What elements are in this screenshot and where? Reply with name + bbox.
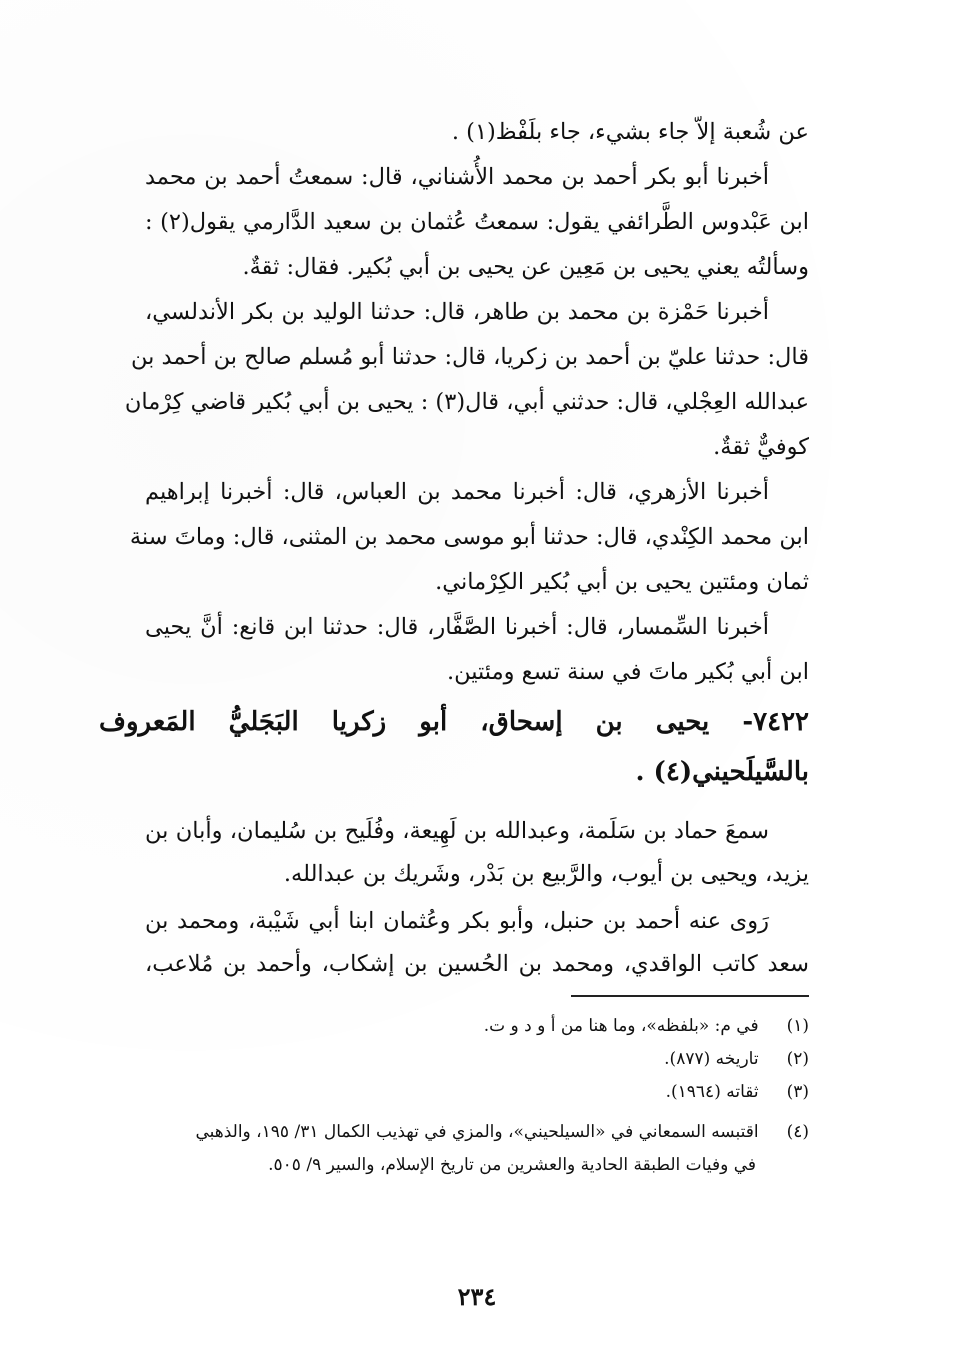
entry-heading: بالسَّيلَحيني(٤) . — [635, 757, 809, 787]
text-line: ابن محمد الكِنْدي، قال: حدثنا أبو موسى محمد بن المثنى، قال: وماتَ سنة — [129, 524, 809, 550]
text-line: ابن عَبْدوس الطَّرائفي يقول: سمعتُ عُثمان بن سعيد الدَّارمي يقول(٢) : — [145, 209, 810, 235]
text-line: عبدالله العِجْلي، قال: حدثني أبي، قال(٣) : يحيى بن أبي بُكير قاضي كِرْمان — [124, 389, 809, 415]
text-line: يزيد، ويحيى بن أيوب، والرَّبيع بن بَدْر، وشَريك بن عبدالله. — [283, 861, 809, 887]
text-line: قال: حدثنا عليّ بن أحمد بن زكريا، قال: حدثنا أبو مُسلم صالح بن أحمد بن — [131, 344, 809, 370]
footnote-separator — [571, 995, 809, 997]
footnote-text: في م: «بلفظه»، وما هنا من أ و د و ت. — [483, 1016, 759, 1036]
text-line: أخبرنا السِّمسار، قال: أخبرنا الصَّفَّار، قال: حدثنا ابن قانع: أنَّ يحيى — [145, 614, 769, 640]
footnote — [145, 1077, 809, 1107]
text-line: عن شُعبة إلاّ جاء بشيء، جاء بلَفْظ(١) . — [451, 119, 809, 145]
text-line: رَوى عنه أحمد بن حنبل، وأبو بكر وعُثمان ابنا أبي شَيْبة، ومحمد بن — [145, 908, 769, 934]
footnote-number: (٤) — [786, 1122, 809, 1142]
text-line: كوفيٌّ ثقةٌ. — [713, 434, 809, 460]
footnote-text: اقتبسه السمعاني في «السيلحيني»، والمزي في تهذيب الكمال ٣١/ ١٩٥، والذهبي — [195, 1122, 759, 1142]
footnote — [145, 1011, 809, 1041]
footnote-text: ثقاته (١٩٦٤). — [665, 1082, 759, 1102]
entry-heading: ٧٤٢٢- يحيى بن إسحاق، أبو زكريا البَجَليُّ المَعروف — [99, 707, 809, 737]
text-line: ثمان ومئتين يحيى بن أبي بُكير الكِرْماني. — [435, 569, 809, 595]
footnote — [145, 1044, 809, 1074]
text-line: أخبرنا أبو بكر أحمد بن محمد الأُشناني، قال: سمعتُ أحمد بن محمد — [145, 164, 769, 190]
text-line: أخبرنا حَمْزة بن محمد بن طاهر، قال: حدثنا الوليد بن بكر الأندلسي، — [145, 299, 769, 325]
text-line: وسألتُه يعني يحيى بن مَعِين عن يحيى بن أبي بُكير. فقال: ثقةٌ. — [242, 254, 809, 280]
footnote — [145, 1117, 809, 1147]
text-line: سمعَ حماد بن سَلَمة، وعبدالله بن لَهِيعة، وفُلَيح بن سُليمان، وأبان بن — [145, 818, 769, 844]
footnote-number: (١) — [786, 1016, 809, 1036]
text-line: ابن أبي بُكير ماتَ في سنة تسع ومئتين. — [446, 659, 809, 685]
text-line: أخبرنا الأزهري، قال: أخبرنا محمد بن العباس، قال: أخبرنا إبراهيم — [145, 479, 769, 505]
footnote-continuation: في وفيات الطبقة الحادية والعشرين من تاريخ الإسلام، والسير ٩/ ٥٠٥. — [268, 1155, 756, 1175]
text-line: سعد كاتب الواقدي، ومحمد بن الحُسين بن إشكاب، وأحمد بن مُلاعب، — [145, 951, 809, 977]
page-number: ٢٣٤ — [457, 1282, 497, 1311]
footnote-text: تاريخه (٨٧٧). — [664, 1049, 759, 1069]
footnote-number: (٢) — [786, 1049, 809, 1069]
footnote-number: (٣) — [786, 1082, 809, 1102]
